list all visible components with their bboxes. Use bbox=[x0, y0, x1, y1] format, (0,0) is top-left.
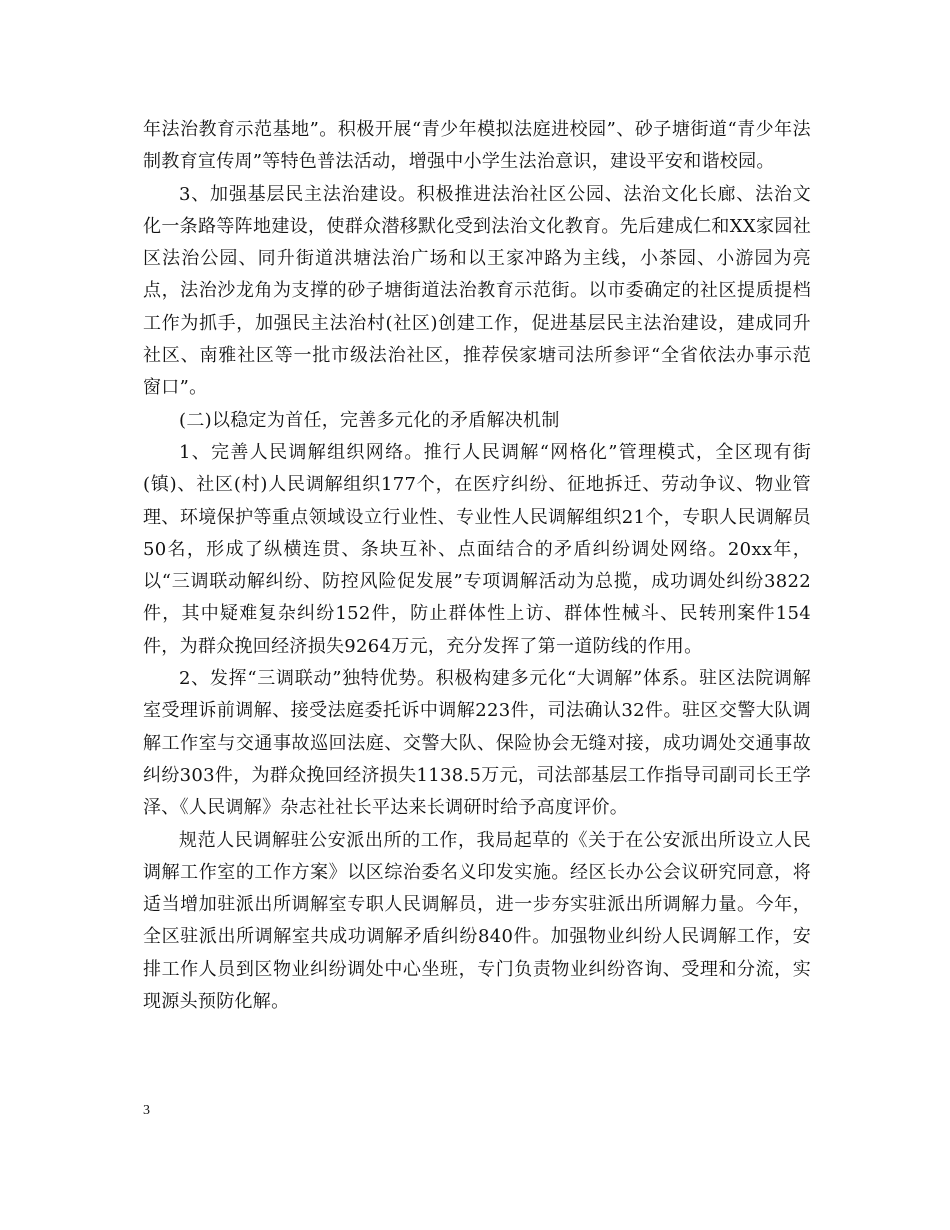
document-body bbox=[143, 114, 811, 1018]
paragraph-continuation: 年法治教育示范基地”。积极开展“青少年模拟法庭进校园”、砂子塘街道“青少年法制教育宣传周”等特色普法活动，增强中小学生法治意识，建设平安和谐校园。 bbox=[143, 119, 811, 173]
page-number: 3 bbox=[143, 1103, 150, 1118]
section-heading-stability: (二)以稳定为首任，完善多元化的矛盾解决机制 bbox=[179, 409, 560, 431]
paragraph-three-mediation-linkage: 2、发挥“三调联动”独特优势。积极构建多元化“大调解”体系。驻区法院调解室受理诉前调解、接受法庭委托诉中调解223件，司法确认32件。驻区交警大队调解工作室与交通事故巡回法庭、交警大队、保险协会无缝对接，成功调处交通事故纠纷303件，为群众挽回经济损失1138.5万元，司法部基层工作指导司副司长王学泽、《人民调解》杂志社社长平达来长调研时给予高度评价。 bbox=[143, 668, 811, 819]
paragraph-police-station-mediation: 规范人民调解驻公安派出所的工作，我局起草的《关于在公安派出所设立人民调解工作室的工作方案》以区综治委名义印发实施。经区长办公会议研究同意，将适当增加驻派出所调解室专职人民调解员，进一步夯实驻派出所调解力量。今年，全区驻派出所调解室共成功调解矛盾纠纷840件。加强物业纠纷人民调解工作，安排工作人员到区物业纠纷调处中心坐班，专门负责物业纠纷咨询、受理和分流，实现源头预防化解。 bbox=[143, 829, 811, 1013]
paragraph-mediation-network: 1、完善人民调解组织网络。推行人民调解“网格化”管理模式，全区现有街(镇)、社区(村)人民调解组织177个，在医疗纠纷、征地拆迁、劳动争议、物业管理、环境保护等重点领域设立行业性、专业性人民调解组织21个，专职人民调解员50名，形成了纵横连贯、条块互补、点面结合的矛盾纠纷调处网络。20xx年，以“三调联动解纠纷、防控风险促发展”专项调解活动为总揽，成功调处纠纷3822件，其中疑难复杂纠纷152件，防止群体性上访、群体性械斗、民转刑案件154件，为群众挽回经济损失9264万元，充分发挥了第一道防线的作用。 bbox=[143, 441, 811, 657]
paragraph-grassroots-democracy: 3、加强基层民主法治建设。积极推进法治社区公园、法治文化长廊、法治文化一条路等阵地建设，使群众潜移默化受到法治文化教育。先后建成仁和XX家园社区法治公园、同升街道洪塘法治广场和以王家冲路为主线，小茶园、小游园为亮点，法治沙龙角为支撑的砂子塘街道法治教育示范街。以市委确定的社区提质提档工作为抓手，加强民主法治村(社区)创建工作，促进基层民主法治建设，建成同升社区、南雅社区等一批市级法治社区，推荐侯家塘司法所参评“全省依法办事示范窗口”。 bbox=[143, 183, 811, 399]
